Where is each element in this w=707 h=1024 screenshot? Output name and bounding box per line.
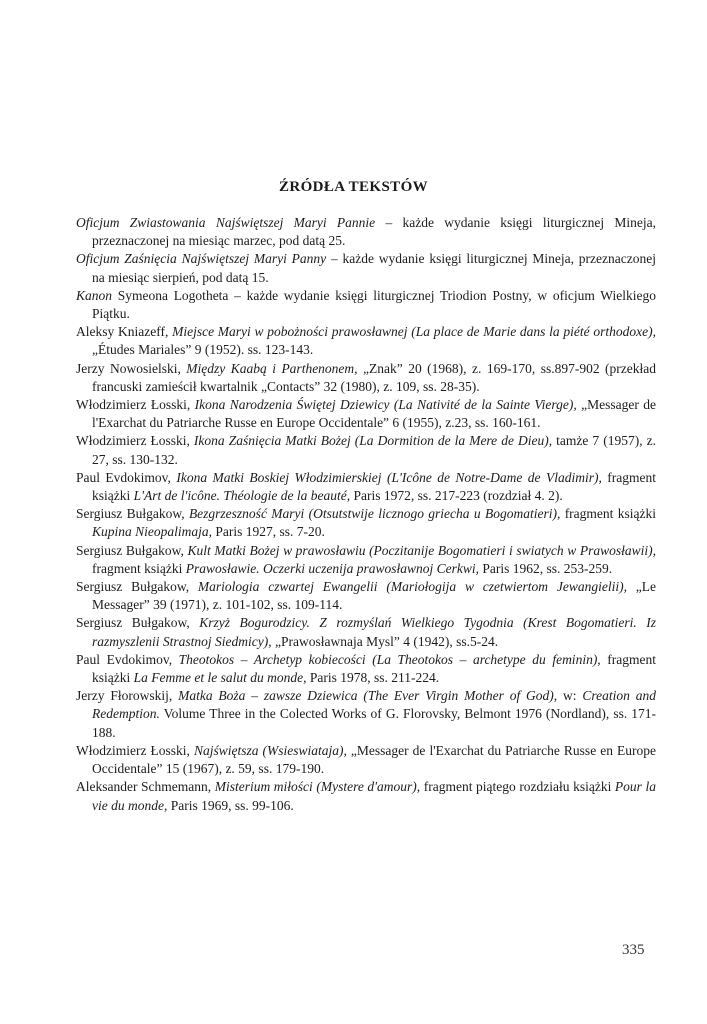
entry-title-italic: L'Art de l'icône. Théologie de la beauté,	[133, 488, 351, 504]
page-number: 335	[622, 942, 645, 958]
bibliography-entry	[76, 778, 656, 814]
bibliography-entry	[76, 687, 656, 742]
entry-text: – każde wydanie księgi liturgicznej Mineja, przeznaczonej na miesiąc marzec, pod datą 25.	[92, 215, 656, 249]
entry-title-italic: Misterium miłości (Mystere d'amour),	[214, 779, 421, 795]
bibliography-list	[76, 214, 656, 815]
bibliography-entry	[76, 214, 656, 250]
entry-text: fragment książki	[92, 469, 657, 504]
entry-text: – każde wydanie księgi liturgicznej Mineja, przeznaczonej na miesiąc sierpień, pod datą 15.	[92, 251, 656, 285]
entry-text: tamże 7 (1957), z. 27, ss. 130-132.	[92, 433, 656, 467]
entry-text: fragment książki	[92, 560, 186, 576]
entry-text: fragment książki	[560, 506, 656, 522]
entry-text: Włodzimierz Łosski,	[76, 397, 195, 413]
bibliography-entry	[76, 396, 656, 432]
entry-title-italic: Krzyż Bogurodzicy. Z rozmyślań Wielkiego Tygodnia (Krest Bogomatieri. Iz razmyszlenii Strastnoj Siedmicy),	[92, 615, 656, 649]
entry-title-italic: Kupina Nieopalimaja,	[92, 524, 213, 540]
entry-title-italic: Oficjum Zwiastowania Najświętszej Maryi Pannie	[76, 215, 376, 230]
entry-title-italic: Ikona Matki Boskiej Włodzimierskiej (L'Icône de Notre-Dame de Vladimir),	[176, 469, 602, 485]
bibliography-entry	[76, 614, 656, 650]
entry-title-italic: Kanon	[76, 287, 113, 303]
entry-text: w:	[557, 688, 583, 704]
entry-text: „Le Messager” 39 (1971), z. 101-102, ss. 109-114.	[92, 579, 657, 613]
entry-title-italic: Ikona Narodzenia Świętej Dziewicy (La Nativité de la Sainte Vierge),	[194, 397, 577, 413]
entry-text: Paul Evdokimov,	[76, 469, 177, 485]
entry-title-italic: Bezgrzeszność Maryi (Otsutstwije licznogo griecha u Bogomatieri),	[188, 506, 561, 522]
bibliography-entry	[76, 505, 656, 541]
entry-title-italic: Matka Boża – zawsze Dziewica (The Ever Virgin Mother of God),	[178, 688, 558, 704]
bibliography-entry	[76, 651, 656, 687]
entry-text: Paris 1969, ss. 99-106.	[167, 797, 294, 813]
entry-title-italic: Najświętsza (Wsieswiataja),	[193, 742, 347, 758]
entry-text: Włodzimierz Łosski,	[76, 742, 194, 758]
entry-title-italic: Miejsce Maryi w pobożności prawosławnej (La place de Marie dans la piété orthodoxe),	[172, 324, 656, 340]
entry-title-italic: Creation and Redemption.	[92, 688, 656, 722]
bibliography-entry	[76, 578, 656, 614]
entry-text: Paris 1978, ss. 211-224.	[306, 670, 440, 686]
entry-text: Jerzy Nowosielski,	[76, 360, 187, 376]
bibliography-entry	[76, 742, 656, 778]
entry-title-italic: Prawosławie. Oczerki uczenija prawosławnoj Cerkwi,	[185, 560, 479, 576]
page-title: ŹRÓDŁA TEKSTÓW	[278, 179, 429, 195]
entry-title-italic: Mariologia czwartej Ewangelii (Mariołogija w czetwiertom Jewangielii),	[197, 579, 627, 595]
bibliography-entry	[76, 432, 656, 468]
entry-text: Aleksy Kniazeff,	[76, 324, 173, 340]
entry-text: Sergiusz Bułgakow,	[76, 506, 189, 522]
entry-text: Volume Three in the Colected Works of G. Florovsky, Belmont 1976 (Nordland), ss. 171-188.	[92, 706, 656, 740]
bibliography-entry	[76, 469, 656, 505]
entry-text: Aleksander Schmemann,	[76, 779, 215, 795]
entry-text: „Études Mariales” 9 (1952). ss. 123-143.	[92, 342, 314, 358]
entry-text: Sergiusz Bułgakow,	[76, 579, 198, 595]
entry-text: fragment piątego rozdziału książki	[420, 779, 615, 795]
entry-title-italic: Oficjum Zaśnięcia Najświętszej Maryi Panny	[76, 251, 327, 267]
entry-text: Włodzimierz Łosski,	[76, 433, 194, 449]
entry-text: „Messager de l'Exarchat du Patriarche Russe en Europe Occidentale” 6 (1955), z.23, ss. 160-161.	[92, 397, 656, 431]
bibliography-entry	[76, 250, 656, 286]
entry-text: Paris 1972, ss. 217-223 (rozdział 4. 2).	[350, 488, 563, 504]
entry-text: „Znak” 20 (1968), z. 169-170, ss.897-902 (przekład francuski zamieścił kwartalnik „Contacts” 32 (1980), z. 109, ss. 28-35).	[92, 360, 657, 394]
entry-text: Paris 1927, ss. 7-20.	[212, 524, 325, 540]
entry-title-italic: Między Kaabą i Parthenonem,	[186, 360, 358, 376]
entry-text: fragment książki	[92, 651, 656, 686]
entry-title-italic: La Femme et le salut du monde,	[133, 670, 307, 686]
bibliography-entry	[76, 542, 656, 578]
entry-text: Paul Evdokimov,	[76, 651, 179, 667]
entry-text: Sergiusz Bułgakow,	[76, 542, 188, 558]
bibliography-entry	[76, 323, 656, 359]
entry-text: „Messager de l'Exarchat du Patriarche Russe en Europe Occidentale” 15 (1967), z. 59, ss. 179-190.	[92, 742, 656, 777]
entry-text: „Prawosławnaja Mysl” 4 (1942), ss.5-24.	[271, 633, 499, 649]
entry-text: Sergiusz Bułgakow,	[76, 615, 200, 631]
entry-text: Paris 1962, ss. 253-259.	[478, 560, 613, 576]
entry-text: Jerzy Fłorowskij,	[76, 688, 179, 704]
bibliography-entry	[76, 360, 656, 396]
entry-title-italic: Ikona Zaśnięcia Matki Bożej (La Dormition de la Mere de Dieu),	[193, 433, 553, 449]
entry-title-italic: Theotokos – Archetyp kobiecości (La Theotokos – archetype du feminin),	[178, 651, 601, 667]
bibliography-entry	[76, 287, 656, 323]
entry-text: Symeona Logotheta – każde wydanie księgi liturgicznej Triodion Postny, w oficjum Wielkiego Piątku.	[92, 287, 656, 322]
entry-title-italic: Kult Matki Bożej w prawosławiu (Poczitanije Bogomatieri i swiatych w Prawosławii),	[187, 542, 656, 558]
entry-title-italic: Pour la vie du monde,	[92, 779, 656, 813]
